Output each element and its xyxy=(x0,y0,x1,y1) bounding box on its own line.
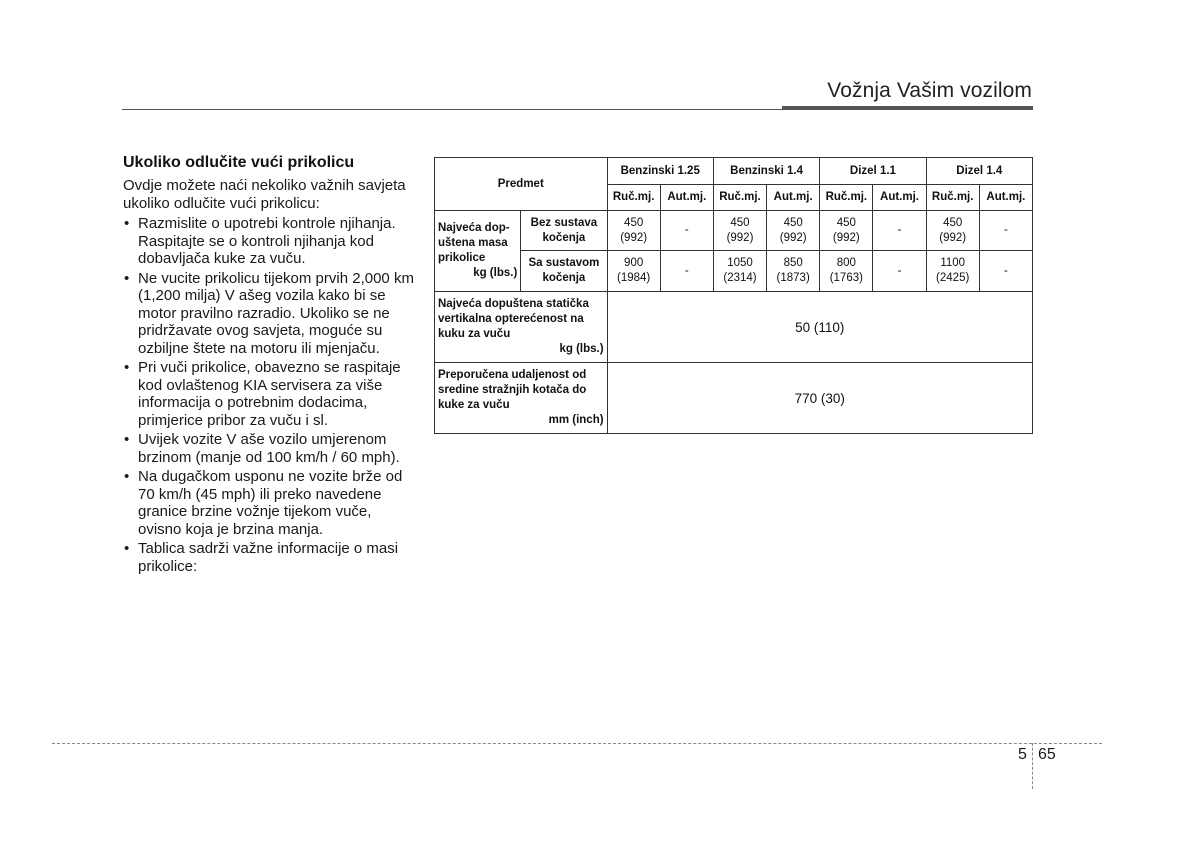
distance-value: 770 (30) xyxy=(607,363,1032,434)
footer-divider xyxy=(1032,743,1033,789)
table-row xyxy=(435,363,1033,434)
table-cell: - xyxy=(660,251,713,292)
table-cell: - xyxy=(660,211,713,251)
header-transmission: Ruč.mj. xyxy=(607,185,660,211)
table-cell: 800 (1763) xyxy=(820,251,873,292)
header-engine: Benzinski 1.4 xyxy=(713,158,819,185)
row-label-distance: Preporučena udaljenost od sredine stražnjih kotača do kuke za vuču mm (inch) xyxy=(435,363,608,434)
table-cell: 900 (1984) xyxy=(607,251,660,292)
table-cell: 450 (992) xyxy=(820,211,873,251)
list-item: • Pri vuči prikolice, obavezno se raspitaje kod ovlaštenog KIA servisera za više informacija o potrebnim dodacima, primjerice pribor za vuču i sl. xyxy=(124,359,401,429)
list-item: • Ne vucite prikolicu tijekom prvih 2,000 km (1,200 milja) V ašeg vozila kako bi se motor pravilno razradio. Ukoliko se ne pridržavate ovog savjeta, moguće su ozbiljne štete na motoru ili mjenjaču. xyxy=(124,269,414,357)
table-row xyxy=(435,292,1033,363)
header-transmission: Aut.mj. xyxy=(767,185,820,211)
bullet-icon: • xyxy=(124,359,130,376)
row-label-static-load: Najveća dopuštena statička vertikalna opterećenost na kuku za vuču kg (lbs.) xyxy=(435,292,608,363)
table-cell: - xyxy=(979,211,1032,251)
table-cell: - xyxy=(873,251,926,292)
bullet-icon: • xyxy=(124,540,130,557)
header-transmission: Ruč.mj. xyxy=(926,185,979,211)
table-cell: - xyxy=(979,251,1032,292)
bullet-icon: • xyxy=(124,468,130,485)
tips-list xyxy=(123,215,418,575)
list-item: • Na dugačkom usponu ne vozite brže od 70 km/h (45 mph) ili preko navedene granice brzine vožnje tijekom vuče, ovisno koja je brzina manja. xyxy=(124,468,403,538)
header-transmission: Aut.mj. xyxy=(873,185,926,211)
bullet-icon: • xyxy=(124,269,130,287)
bullet-icon: • xyxy=(124,215,130,232)
list-item: • Uvijek vozite V aše vozilo umjerenom brzinom (manje od 100 km/h / 60 mph). xyxy=(124,431,400,466)
section-heading: Ukoliko odlučite vući prikolicu xyxy=(123,154,355,171)
header-transmission: Ruč.mj. xyxy=(820,185,873,211)
footer-rule xyxy=(52,743,1102,744)
header-transmission: Ruč.mj. xyxy=(713,185,766,211)
list-item: • Tablica sadrži važne informacije o masi prikolice: xyxy=(124,540,399,575)
row-sublabel: Bez sustava kočenja xyxy=(521,211,607,251)
table-cell: 450 (992) xyxy=(926,211,979,251)
table-row xyxy=(435,251,1033,292)
header-transmission: Aut.mj. xyxy=(660,185,713,211)
trailer-mass-table xyxy=(434,157,1033,434)
table-cell: 1050 (2314) xyxy=(713,251,766,292)
chapter-title: Vožnja Vašim vozilom xyxy=(827,79,1032,102)
table-cell: 850 (1873) xyxy=(767,251,820,292)
row-sublabel: Sa sustavom kočenja xyxy=(521,251,607,292)
header-rule xyxy=(122,109,782,110)
row-label-mass: Najveća dop-uštena masa prikolice kg (lbs.) xyxy=(435,211,521,292)
header-transmission: Aut.mj. xyxy=(979,185,1032,211)
header-engine: Benzinski 1.25 xyxy=(607,158,713,185)
table-cell: 450 (992) xyxy=(713,211,766,251)
static-load-value: 50 (110) xyxy=(607,292,1032,363)
bullet-icon: • xyxy=(124,431,130,448)
section-number: 5 xyxy=(1018,746,1027,763)
table-cell: 450 (992) xyxy=(607,211,660,251)
list-item: • Razmislite o upotrebi kontrole njihanja. Raspitajte se o kontroli njihanja kod dobavljača kuke za vuču. xyxy=(124,215,396,267)
header-engine: Dizel 1.4 xyxy=(926,158,1032,185)
header-rule-accent xyxy=(782,106,1033,110)
intro-text: Ovdje možete naći nekoliko važnih savjeta ukoliko odlučite vući prikolicu: xyxy=(123,177,406,212)
header-predmet: Predmet xyxy=(435,158,608,211)
table-cell: - xyxy=(873,211,926,251)
table-cell: 1100 (2425) xyxy=(926,251,979,292)
page-number: 65 xyxy=(1038,746,1056,763)
table-row xyxy=(435,211,1033,251)
table-cell: 450 (992) xyxy=(767,211,820,251)
text-column xyxy=(123,154,418,577)
header-engine: Dizel 1.1 xyxy=(820,158,926,185)
